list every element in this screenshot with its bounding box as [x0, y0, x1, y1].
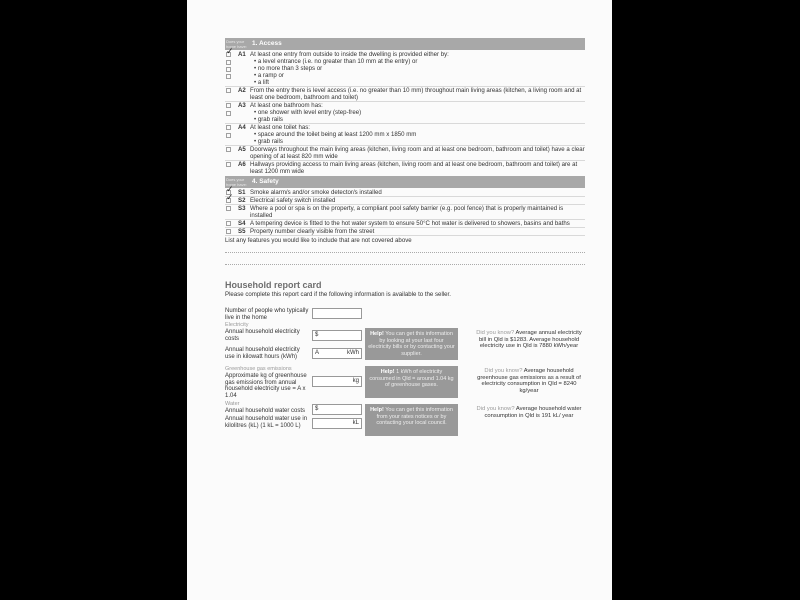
- water-did-you-know: [474, 406, 584, 419]
- checkbox-column: [225, 197, 238, 204]
- item-bullet: • one shower with level entry (step-free): [250, 109, 585, 116]
- item-text: At least one bathroom has:: [250, 102, 323, 109]
- checklist-item-s3: [225, 204, 585, 219]
- water-use-label: Annual household water use in kilolitres (kL) (1 kL = 1000 L): [225, 416, 308, 429]
- item-code: A3: [238, 102, 246, 109]
- checklist-item-a4: [225, 123, 585, 145]
- checklist-item-a1: [225, 51, 585, 86]
- item-description: [250, 197, 585, 204]
- item-description: [250, 51, 585, 86]
- elec-use-unit: kWh: [347, 350, 359, 356]
- checkbox-column: [225, 102, 238, 123]
- ghg-dyk-text: Average household greenhouse gas emissions as a result of electricity consumption in Qld = 8240 kg/year: [477, 368, 581, 394]
- item-description: [250, 189, 585, 196]
- water-heading: Water: [225, 401, 240, 407]
- ghg-help-bold: Help!: [380, 369, 395, 375]
- item-bullet: • grab rails: [250, 138, 585, 145]
- item-code: A2: [238, 87, 246, 94]
- item-description: [250, 87, 585, 101]
- water-dyk-text: Average household water consumption in Qld is 191 kL/ year: [484, 406, 582, 419]
- checkbox-a4-0[interactable]: [226, 125, 231, 130]
- access-section-title: 1. Access: [252, 40, 282, 47]
- ghg-help-text: 1 kWh of electricity consumed in Qld = around 1.04 kg of greenhouse gases.: [369, 369, 454, 388]
- checkbox-a3-0[interactable]: [226, 103, 231, 108]
- item-description: [250, 161, 585, 175]
- checklist-item-a2: [225, 86, 585, 101]
- checkbox-s5-0[interactable]: [226, 229, 231, 234]
- electricity-heading: Electricity: [225, 322, 249, 328]
- item-description: [250, 220, 585, 227]
- item-bullet: • a lift: [250, 79, 585, 86]
- checkbox-column: [225, 124, 238, 145]
- safety-header-label: Does your home have:: [226, 177, 247, 187]
- ghg-did-you-know: [474, 368, 584, 394]
- checklist-item-a5: [225, 145, 585, 160]
- elec-did-you-know: [474, 330, 584, 350]
- checkbox-column: [225, 161, 238, 175]
- item-text: Hallways providing access to main living areas (kitchen, living room and at least one bedroom, bathroom and toilet) are at least 1200 mm wide: [250, 161, 578, 175]
- checklist-item-s5: [225, 227, 585, 235]
- checkbox-a1-0[interactable]: [226, 52, 231, 57]
- item-text: From the entry there is level access (i.e. no greater than 10 mm) throughout main living areas (kitchen, a living room and at least one bedroom, bathroom and toilet): [250, 87, 582, 101]
- item-bullet: • a ramp or: [250, 72, 585, 79]
- checkbox-column: [225, 228, 238, 235]
- safety-section-header: [225, 176, 585, 188]
- report-card-form: [225, 300, 585, 450]
- ghg-unit: kg: [352, 378, 359, 384]
- checklist-item-a3: [225, 101, 585, 123]
- item-description: [250, 146, 585, 160]
- water-cost-input[interactable]: [312, 404, 362, 415]
- item-code: A6: [238, 161, 246, 168]
- document-content: [225, 38, 585, 450]
- checkbox-column: [225, 146, 238, 160]
- item-code: A5: [238, 146, 246, 153]
- checkbox-s4-0[interactable]: [226, 221, 231, 226]
- checkbox-a1-2[interactable]: [226, 67, 231, 72]
- elec-dyk-text: Average annual electricity bill in Qld is $1283. Average household electricity use in Qld is 7880 kWh/year: [478, 330, 582, 349]
- elec-dyk-question: Did you know?: [476, 330, 515, 336]
- extra-features-line-2[interactable]: [225, 264, 585, 266]
- report-card-title: Household report card: [225, 280, 322, 290]
- item-text: Property number clearly visible from the street: [250, 228, 375, 235]
- item-description: [250, 205, 585, 219]
- document-page: [187, 0, 612, 600]
- checkbox-column: [225, 51, 238, 86]
- elec-help-text: You can get this information by looking at your last four electricity bills or by contacting your supplier.: [368, 331, 455, 357]
- ghg-input[interactable]: [312, 376, 362, 387]
- access-items: [225, 51, 585, 175]
- checklist-item-s1: [225, 189, 585, 196]
- checkbox-a1-1[interactable]: [226, 60, 231, 65]
- elec-use-input[interactable]: [312, 348, 362, 359]
- extra-features-prompt: List any features you would like to include that are not covered above: [225, 235, 585, 244]
- item-text: Doorways throughout the main living areas (kitchen, living room and at least one bedroom, bathroom and toilet) have a clear opening of at least 820 mm wide: [250, 146, 585, 160]
- item-description: [250, 228, 585, 235]
- elec-use-prefix: A: [315, 350, 320, 356]
- checkbox-column: [225, 220, 238, 227]
- ghg-heading: Greenhouse gas emissions: [225, 366, 292, 372]
- people-input[interactable]: [312, 308, 362, 319]
- item-bullet: • a level entrance (i.e. no greater than 10 mm at the entry) or: [250, 58, 585, 65]
- ghg-dyk-question: Did you know?: [484, 368, 523, 374]
- checkbox-a6-0[interactable]: [226, 162, 231, 167]
- safety-items: [225, 189, 585, 235]
- water-help-bold: Help!: [370, 407, 384, 413]
- item-bullet: • no more than 3 steps or: [250, 65, 585, 72]
- access-header-label: Does your home have:: [226, 39, 247, 49]
- item-code: S2: [238, 197, 246, 204]
- checkbox-column: [225, 205, 238, 219]
- water-cost-label: Annual household water costs: [225, 408, 306, 414]
- checkbox-a3-1[interactable]: [226, 111, 231, 116]
- item-text: Where a pool or spa is on the property, a compliant pool safety barrier (e.g. pool fence) that is properly maintained is installed: [250, 205, 564, 219]
- checkbox-column: [225, 87, 238, 101]
- item-description: [250, 102, 585, 123]
- water-help-text: You can get this information from your rates notices or by contacting your local council.: [376, 407, 453, 426]
- elec-cost-input[interactable]: [312, 330, 362, 341]
- ghg-help-box: [365, 366, 458, 398]
- report-card-subtitle: Please complete this report card if the following information is available to the seller.: [225, 291, 451, 298]
- item-text: At least one toilet has:: [250, 124, 310, 131]
- item-text: At least one entry from outside to inside the dwelling is provided either by:: [250, 51, 449, 58]
- item-code: A4: [238, 124, 246, 131]
- checkbox-a2-0[interactable]: [226, 88, 231, 93]
- access-section-header: [225, 38, 585, 50]
- checkbox-a5-0[interactable]: [226, 147, 231, 152]
- elec-use-label: Annual household electricity use in kilowatt hours (kWh): [225, 347, 300, 360]
- checklist-item-s4: [225, 219, 585, 227]
- item-code: S5: [238, 228, 246, 235]
- water-help-box: [365, 404, 458, 436]
- checkbox-a1-3[interactable]: [226, 74, 231, 79]
- item-text: Smoke alarm/s and/or smoke detector/s installed: [250, 189, 382, 196]
- water-cost-prefix: $: [315, 406, 319, 412]
- item-text: Electrical safety switch installed: [250, 197, 336, 204]
- ghg-label: Approximate kg of greenhouse gas emissions from annual household electricity use = A x 1.04: [225, 373, 307, 399]
- item-bullet: • space around the toilet being at least 1200 mm x 1850 mm: [250, 131, 585, 138]
- elec-help-bold: Help!: [370, 331, 384, 337]
- extra-features-line-1[interactable]: [225, 252, 585, 254]
- people-label: Number of people who typically live in the home: [225, 308, 309, 321]
- water-dyk-question: Did you know?: [476, 406, 515, 412]
- item-code: S4: [238, 220, 246, 227]
- checkbox-s2-0[interactable]: [226, 198, 231, 203]
- item-description: [250, 124, 585, 145]
- checkbox-s3-0[interactable]: [226, 206, 231, 211]
- elec-cost-prefix: $: [315, 332, 319, 338]
- item-code: A1: [238, 51, 246, 58]
- safety-section-title: 4. Safety: [252, 178, 279, 185]
- elec-help-box: [365, 328, 458, 360]
- checklist-item-s2: [225, 196, 585, 204]
- elec-cost-label: Annual household electricity costs: [225, 329, 300, 342]
- checklist-item-a6: [225, 160, 585, 175]
- water-use-unit: kL: [352, 420, 359, 426]
- item-code: S3: [238, 205, 246, 212]
- checkbox-a4-1[interactable]: [226, 133, 231, 138]
- item-text: A tempering device is fitted to the hot water system to ensure 50°C hot water is delivered to showers, basins and baths: [250, 220, 570, 227]
- item-bullet: • grab rails: [250, 116, 585, 123]
- water-use-input[interactable]: [312, 418, 362, 429]
- item-code: S1: [238, 189, 246, 196]
